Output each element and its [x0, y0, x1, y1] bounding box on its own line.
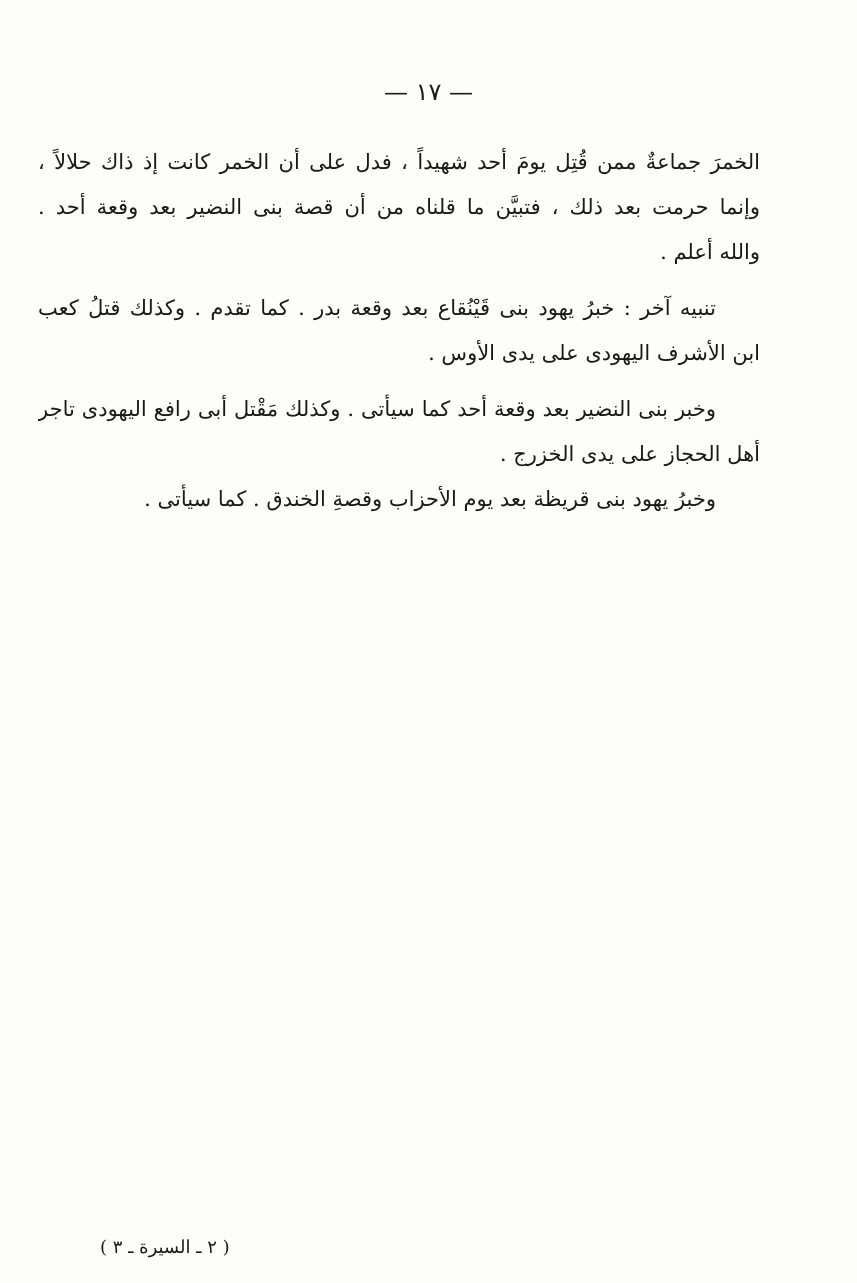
paragraph-4 — [38, 477, 760, 522]
text-line: وإنما حرمت بعد ذلك ، فتبيَّن ما قلناه من أن قصة بنى النضير بعد وقعة أحد . — [38, 195, 760, 219]
paragraph-3 — [38, 387, 760, 477]
text-line: وخبر بنى النضير بعد وقعة أحد كما سيأتى . وكذلك مَقْتل أبى رافع اليهودى تاجر — [38, 397, 716, 421]
page-number: — ١٧ — — [383, 78, 474, 106]
body-text — [38, 140, 760, 522]
paragraph-1 — [38, 140, 760, 275]
text-line: أهل الحجاز على يدى الخزرج . — [499, 442, 760, 466]
text-line: تنبيه آخر : خبرُ يهود بنى قَيْنُقاع بعد وقعة بدر . كما تقدم . وكذلك قتلُ كعب — [38, 296, 716, 320]
text-line: ابن الأشرف اليهودى على يدى الأوس . — [428, 341, 760, 365]
paragraph-2 — [38, 286, 760, 376]
text-line: والله أعلم . — [660, 240, 760, 264]
text-line: وخبرُ يهود بنى قريظة بعد يوم الأحزاب وقصةِ الخندق . كما سيأتى . — [144, 487, 716, 511]
printer-signature-mark: ( ٢ ـ السيرة ـ ٣ ) — [100, 1237, 230, 1258]
text-line: الخمرَ جماعةٌ ممن قُتِل يومَ أحد شهيداً ، فدل على أن الخمر كانت إذ ذاك حلالاً ، — [38, 150, 760, 174]
